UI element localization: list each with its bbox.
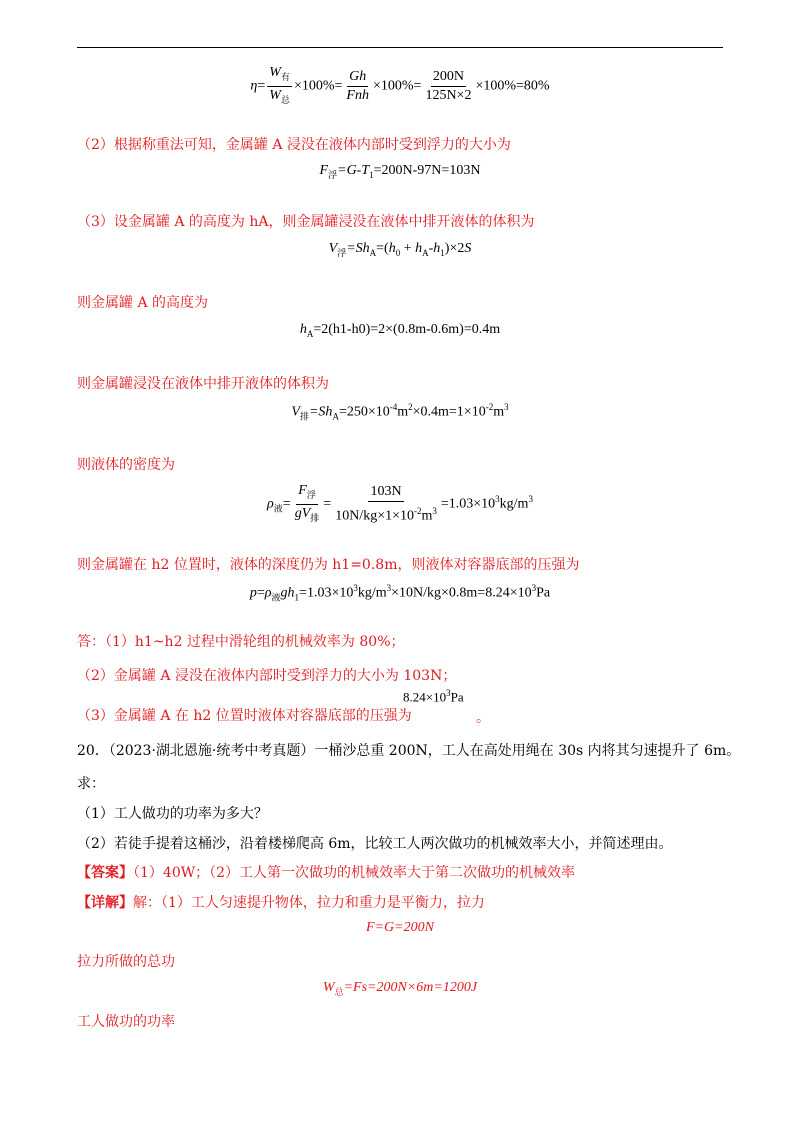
answer-line-3-end: 。 — [476, 710, 490, 726]
pressure-label: 则金属罐在 h2 位置时，液体的深度仍为 h1=0.8m，则液体对容器底部的压强为 — [77, 557, 580, 573]
step3-text — [77, 212, 535, 232]
detail-text: 解：（1）工人匀速提升物体，拉力和重力是平衡力，拉力 — [133, 895, 485, 911]
answer-line-3-text: （3）金属罐 A 在 h2 位置时液体对容器底部的压强为 — [77, 708, 412, 724]
answer-block — [77, 863, 575, 883]
answer-line-3-value: $8.24\times 10^3Pa$ — [403, 688, 464, 705]
density-label: 则液体的密度为 — [77, 457, 175, 473]
question-20-ask: 求： — [77, 776, 105, 792]
answer-line-3 — [77, 706, 412, 726]
work-label: 拉力所做的总功 — [77, 954, 175, 970]
height-label: 则金属罐 A 的高度为 — [77, 295, 209, 311]
step2-text: （2）根据称重法可知，金属罐 A 浸没在液体内部时受到浮力的大小为 — [77, 137, 511, 153]
efficiency-equation: η= $\frac{W_有}{W_总}$ ×100%= $\frac{Gh}{\text{Fnh}}$ ×100%= $\frac{200N}{125N\times 2}$ ×100%=80% — [250, 65, 550, 105]
header-rule — [77, 47, 723, 48]
answer-line-1: 答：（1）h1~h2 过程中滑轮组的机械效率为 80%； — [77, 634, 405, 650]
force-equation: F=G=200N — [366, 920, 434, 935]
buoyancy-equation: $F_浮=G-T_1=200N-97N=103N$ — [319, 163, 481, 180]
work-equation: $W_总=Fs=200N\times 6m=1200J$ — [322, 980, 478, 997]
question-20-part-1: （1）工人做功的功率为多大？ — [77, 806, 268, 822]
pressure-equation: $p=\rho_液gh_1=1.03\times 10^3kg/m^3\times 10N/kg\times 0.8m=8.24\times 10^3Pa$ — [249, 583, 551, 603]
height-equation: $h_A=2(h1-h0)=2\times(0.8m-0.6m)=0.4m$ — [299, 322, 501, 339]
question-20-stem: 20．（2023·湖北恩施·统考中考真题）一桶沙总重 200N，工人在高处用绳在 30s 内将其匀速提升了 6m。 — [77, 743, 741, 759]
detail-block — [77, 893, 485, 913]
step3-text-content: （3）设金属罐 A 的高度为 hA，则金属罐浸没在液体中排开液体的体积为 — [77, 214, 535, 230]
volume-label: 则金属罐浸没在液体中排开液体的体积为 — [77, 376, 329, 392]
volume-equation: $V_排=Sh_A=250\times 10^{-4}m^2\times 0.4m=1\times 10^{-2}m^3$ — [291, 402, 509, 422]
question-20-part-2: （2）若徒手提着这桶沙，沿着楼梯爬高 6m，比较工人两次做功的机械效率大小，并简述理由。 — [77, 836, 673, 852]
density-equation: $\rho_液=$ $\frac{F_浮}{gV_排}$ = $\frac{103N}{10N/kg\times 1\times 10^{-2}m^3}$ $=1.03\times 10^3kg/m^3$ — [267, 483, 533, 524]
detail-tag: 【详解】 — [77, 895, 133, 911]
answer-tag: 【答案】 — [77, 865, 133, 881]
answer-text: （1）40W；（2）工人第一次做功的机械效率大于第二次做功的机械效率 — [133, 865, 576, 881]
power-label: 工人做功的功率 — [77, 1014, 175, 1030]
answer-line-2: （2）金属罐 A 浸没在液体内部时受到浮力的大小为 103N； — [77, 668, 457, 684]
volume-general-equation: $V_浮=Sh_A=(h_0 + h_A-h_1)\times 2S$ — [328, 241, 472, 258]
